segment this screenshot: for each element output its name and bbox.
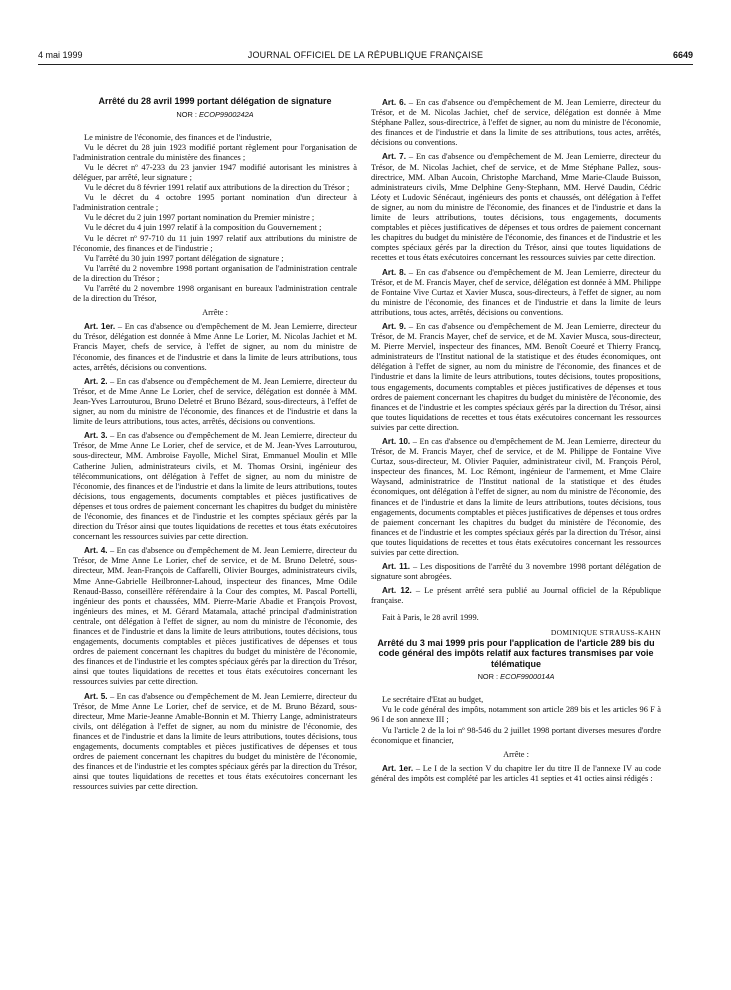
second-preamble: [371, 695, 661, 745]
arrete-label: Arrête :: [202, 308, 228, 318]
article: [371, 152, 661, 263]
preamble-line: Vu le décret nº 97-710 du 11 juin 1997 relatif aux attributions du ministre de l'économie, des finances et de l'industrie ;: [73, 233, 357, 253]
article-number: Art. 10.: [382, 437, 411, 446]
article-text: – En cas d'absence ou d'empêchement de M. Jean Lemierre, directeur du Trésor, de Mme Anne Le Lorier, chef de service, et de M. Jean-Yves Larrouturou, sous-directeur, MM. Ambroise Fayolle, Michel Sirat, Emmanuel Moulin et Mlle Catherine Julien, administrateurs civils, et M. Thomas Orsini, ingénieur des télécommunications, ont délégation à l'effet de signer, au nom du ministre de l'économie, des finances et de l'industrie et dans la limite de leurs attributions, toutes décisions, tous engagements, documents comptables et pièces justificatives de dépenses et tous ordres de paiement concernant les chapitres du budget du ministère de l'économie, des finances et de l'industrie et les comptes spéciaux gérés par la direction du Trésor ainsi que toutes liquidations de recettes et tous états exécutoires concernant les ressources suivies par cette direction.: [73, 431, 357, 542]
article-text: – En cas d'absence ou d'empêchement de M. Jean Lemierre, directeur du Trésor, de M. Francis Mayer, chef de service, et de M. Philippe de Fontaine Vive Curtaz, sous-directeur, M. Olivier Paquier, administrateur civil, M. François Pérol, inspecteur des finances, M. Loc Rémont, ingénieur de l'armement, et Mme Claire Waysand, administratrice de l'Institut national de la statistique et des études économiques, ont délégation à l'effet de signer, au nom du ministre de l'économie, des finances et de l'industrie et dans la limite de leurs attributions, toutes décisions, tous engagements, documents comptables et pièces justificatives de dépenses et tous ordres de paiement concernant les chapitres du budget du ministère de l'économie, des finances et de l'industrie et les comptes spéciaux gérés par la direction du Trésor, ainsi que toutes liquidations de recettes et tous états exécutoires concernant les ressources suivies par cette direction.: [371, 437, 662, 558]
article: [371, 268, 661, 318]
article-number: Art. 5.: [84, 691, 108, 701]
article-text: – Le I de la section V du chapitre Ier du titre II de l'annexe IV au code général des impôts est complété par les articles 41 septies et 41 octies ainsi rédigés :: [371, 763, 661, 783]
second-decree-title: Arrêté du 3 mai 1999 pris pour l'application de l'article 289 bis du code général des impôts relatif aux factures transmises par voie télématique: [377, 637, 655, 669]
article: [371, 98, 661, 148]
page-header: [38, 50, 693, 64]
second-arrete-label: Arrête :: [503, 749, 529, 759]
article-text: – En cas d'absence ou d'empêchement de M. Jean Lemierre, directeur du Trésor, de M. Nicolas Jachiet, chef de service, et de Mme Stéphane Pallez, sous-directrice, MM. Alban Aucoin, Christophe Marchand, Mme Marie-Claude Buisson, administrateurs civils, Mme Delphine Geny-Stephann, MM. Hervé Daudin, Cédric Léoty et Ludovic Sénécaut, ingénieurs des ponts et chaussés, ont délégation à l'effet de signer, au nom du ministre de l'économie, des finances et de l'industrie et dans la limite de leurs attributions, toutes décisions, tous engagements, documents comptables et pièces justificatives de dépenses et tous ordres de paiement concernant les chapitres du budget du ministère de l'économie, des finances et de l'industrie et les comptes spéciaux gérés par la direction du Trésor, ainsi que toutes liquidations de recettes et tous états exécutoires concernant les ressources suivies par cette direction.: [371, 152, 661, 263]
article-number: Art. 2.: [84, 376, 108, 386]
article-number: Art. 7.: [382, 152, 407, 162]
article-text: – En cas d'absence ou d'empêchement de M. Jean Lemierre, directeur du Trésor, de M. Francis Mayer, chef de service, et de M. Xavier Musca, sous-directeur, M. Pierre Merviel, inspecteur des finances, MM. Benoît Coeuré et Thierry Francq, administrateurs de l'Institut national de la statistique et des études économiques, ont délégation à l'effet de signer, au nom du ministre de l'économie, des finances et de l'industrie et dans la limite de leurs attributions, toutes décisions, toutes propositions, tous engagements, documents comptables et pièces justificatives de dépenses et tous ordres de paiement concernant les chapitres du budget du ministère de l'économie, des finances et de l'industrie et les comptes spéciaux gérés par la direction du Trésor, ainsi que toutes liquidations de recettes et tous états exécutoires concernant les ressources suivies par cette direction.: [371, 321, 661, 432]
header-date: 4 mai 1999: [38, 50, 83, 60]
preamble-line: Vu le décret du 2 juin 1997 portant nomination du Premier ministre ;: [84, 213, 315, 223]
preamble-line: Vu l'arrêté du 30 juin 1997 portant délégation de signature ;: [84, 253, 284, 263]
preamble-line: Vu le décret du 8 février 1991 relatif aux attributions de la direction du Trésor ;: [84, 183, 350, 193]
signature: DOMINIQUE STRAUSS-KAHN: [550, 627, 661, 637]
article-text: – En cas d'absence ou d'empêchement de M. Jean Lemierre, directeur du Trésor, et de Mme Anne Le Lorier, chef de service, délégation est donnée à MM. Jean-Yves Larrouturou, Bruno Deletré et Bruno Bézard, sous-directeurs, à l'effet de signer, au nom du ministre de l'économie, des finances et de l'industrie et dans la limite de leurs attributions, tous actes, arrêtés, décisions ou conventions.: [73, 376, 357, 427]
article-number: Art. 1er.: [84, 322, 116, 332]
article: [371, 562, 661, 582]
second-nor-reference: [371, 672, 661, 682]
preamble-line: Vu le décret du 4 juin 1997 relatif à la composition du Gouvernement ;: [84, 223, 322, 233]
article: [73, 377, 357, 427]
article-text: – En cas d'absence ou d'empêchement de M. Jean Lemierre, directeur du Trésor, délégation est donnée à Mme Anne Le Lorier, M. Nicolas Jachiet et M. Francis Mayer, chefs de service, à l'effet de signer, au nom du ministre de l'économie, des finances et de l'industrie et dans la limite de leurs attributions, tous actes, arrêtés, décisions ou conventions.: [73, 322, 358, 372]
preamble-line: Le secrétaire d'Etat au budget,: [382, 695, 484, 705]
article-text: – Les dispositions de l'arrêté du 3 novembre 1998 portant délégation de signature sont abrogées.: [371, 562, 661, 582]
preamble-line: Le ministre de l'économie, des finances et de l'industrie,: [84, 132, 272, 142]
article-number: Art. 12.: [382, 586, 412, 596]
article-number: Art. 1er.: [382, 763, 414, 773]
preamble: [73, 133, 357, 305]
second-nor-prefix: NOR :: [477, 672, 501, 682]
article-number: Art. 4.: [84, 546, 108, 556]
article: [73, 692, 357, 793]
left-column: [73, 96, 357, 793]
preamble-line: Vu l'arrêté du 2 novembre 1998 organisant en bureaux l'administration centrale de la direction du Trésor,: [73, 284, 357, 304]
article-text: – En cas d'absence ou d'empêchement de M. Jean Lemierre, directeur du Trésor, et de M. Francis Mayer, chef de service, délégation est donnée à MM. Philippe de Fontaine Vive Curtaz et Xavier Musca, sous-directeurs, à l'effet de signer, au nom du ministre de l'économie, des finances et de l'industrie et dans la limite de leurs attributions, tous actes, arrêtés, décisions ou conventions.: [371, 267, 661, 317]
article: [73, 431, 357, 542]
article-number: Art. 3.: [84, 431, 108, 441]
articles-list-continued: [371, 98, 661, 607]
article-text: – En cas d'absence ou d'empêchement de M. Jean Lemierre, directeur du Trésor, et de M. Nicolas Jachiet, chef de service, délégation est donnée à Mme Stéphane Pallez, sous-directrice, à l'effet de signer, au nom du ministre de l'économie, des finances et de l'industrie et dans la limite de ses attributions, tous actes, arrêtés, décisions ou conventions.: [371, 98, 661, 148]
article-text: – En cas d'absence ou d'empêchement de M. Jean Lemierre, directeur du Trésor, de Mme Anne Le Lorier, chef de service, et de M. Bruno Bézard, sous-directeur, Mme Marie-Jeanne Amable-Bonnin et M. Thierry Lange, administrateurs civils, ont délégation à l'effet de signer, au nom du ministre de l'économie, des finances et de l'industrie et dans la limite de leurs attributions, toutes décisions, tous engagements, documents comptables et pièces justificatives de dépenses et tous ordres de paiement concernant les chapitres du budget du ministère de l'économie, des finances et de l'industrie et les comptes spéciaux gérés par la direction du Trésor, ainsi que toutes liquidations de recettes et tous états exécutoires concernant les ressources suivies par cette direction.: [73, 691, 357, 792]
article-number: Art. 11.: [382, 562, 411, 572]
preamble-line: Vu l'arrêté du 2 novembre 1998 portant organisation de l'administration centrale de la direction du Trésor ;: [73, 263, 357, 283]
decree-title: Arrêté du 28 avril 1999 portant délégation de signature: [98, 96, 332, 106]
article: [371, 586, 661, 606]
article-text: – Le présent arrêté sera publié au Journal officiel de la République française.: [371, 586, 661, 606]
header-rule: [38, 64, 693, 65]
nor-code: ECOP9900242A: [198, 109, 254, 119]
preamble-line: Vu le code général des impôts, notamment son article 289 bis et les articles 96 F à 96 I de son annexe III ;: [371, 705, 661, 725]
second-article-1: [371, 764, 661, 784]
article: [371, 437, 661, 558]
nor-prefix: NOR :: [176, 109, 199, 119]
right-column: [371, 98, 661, 784]
article-text: – En cas d'absence ou d'empêchement de M. Jean Lemierre, directeur du Trésor, de Mme Anne Le Lorier, chef de service, et de M. Bruno Deletré, sous-directeur, MM. Jean-François de Caffarelli, Olivier Bourges, administrateurs civils, Mme Anne-Gabrielle Heilbronner-Lahoud, inspecteur des finances, Mme Odile Renaud-Basso, conseillère référendaire à la Cour des comptes, M. Pascal Portelli, ingénieur des ponts et chaussées, MM. Pierre-Marie Abadie et François Provost, ingénieurs des mines, et M. Gérard Matamala, attaché principal d'administration centrale, ont délégation à l'effet de signer, au nom du ministre de l'économie, des finances et de l'industrie et dans la limite de leurs attributions, toutes décisions, tous engagements, documents comptables et pièces justificatives de dépenses et tous ordres de paiement concernant les chapitres du budget du ministère de l'économie, des finances et de l'industrie et les comptes spéciaux gérés par la direction du Trésor, ainsi que toutes liquidations de recettes et tous états exécutoires concernant les ressources suivies par cette direction.: [73, 546, 357, 687]
articles-list: [73, 322, 357, 792]
page-number: 6649: [672, 50, 693, 60]
preamble-line: Vu le décret nº 47-233 du 23 janvier 1947 modifié autorisant les ministres à déléguer, par arrêté, leur signature ;: [73, 162, 357, 182]
second-nor-code: ECOF9900014A: [500, 672, 555, 682]
article-number: Art. 8.: [382, 267, 407, 277]
journal-title: JOURNAL OFFICIEL DE LA RÉPUBLIQUE FRANÇAISE: [247, 50, 484, 60]
preamble-line: Vu l'article 2 de la loi nº 98-546 du 2 juillet 1998 portant diverses mesures d'ordre économique et financier,: [371, 725, 661, 745]
place-date: Fait à Paris, le 28 avril 1999.: [382, 612, 479, 622]
article: [371, 322, 661, 433]
preamble-line: Vu le décret du 4 octobre 1995 portant nomination d'un directeur à l'administration centrale ;: [73, 193, 357, 213]
article-number: Art. 9.: [382, 321, 407, 331]
preamble-line: Vu le décret du 28 juin 1923 modifié portant règlement pour l'organisation de l'administration centrale du ministère des finances ;: [73, 142, 357, 162]
nor-reference: [73, 110, 357, 120]
article: [73, 322, 357, 372]
article: [73, 546, 357, 687]
article-number: Art. 6.: [382, 98, 407, 107]
